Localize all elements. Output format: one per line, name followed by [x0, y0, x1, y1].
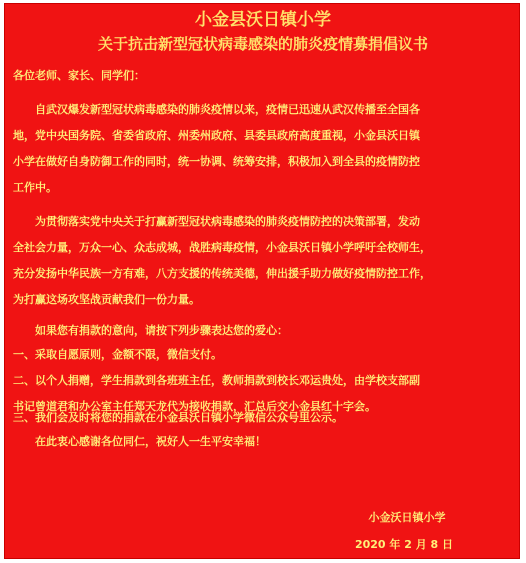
greeting — [13, 63, 515, 89]
step-text: 三、我们会及时将您的捐款在小金县沃日镇小学微信公众号里公示。 — [13, 411, 343, 424]
paragraph-line: 充分发扬中华民族一方有难，八方支援的传统美德，伸出援手助力做好疫情防控工作， — [13, 267, 431, 280]
signature-date: 2020 年 2 月 8 日 — [354, 538, 454, 551]
paragraph-intro — [13, 97, 515, 201]
paragraph-line: 地，党中央国务院、省委省政府、州委州政府、县委县政府高度重视，小金县沃日镇 — [13, 129, 420, 142]
donation-notice — [4, 3, 520, 559]
donation-intent — [13, 318, 515, 344]
paragraph-line: 自武汉爆发新型冠状病毒感染的肺炎疫情以来，疫情已迅速从武汉传播至全国各 — [35, 103, 420, 116]
greeting-text: 各位老师、家长、同学们： — [13, 69, 145, 82]
paragraph-line: 为打赢这场攻坚战贡献我们一份力量。 — [13, 293, 200, 306]
paragraph-line: 小学在做好自身防御工作的同时，统一协调、统筹安排，积极加入到全县的疫情防控 — [13, 155, 420, 168]
paragraph-line: 全社会力量，万众一心、众志成城，战胜病毒疫情，小金县沃日镇小学呼吁全校师生， — [13, 241, 431, 254]
paragraph-line: 为贯彻落实党中央关于打赢新型冠状病毒感染的肺炎疫情防控的决策部署，发动 — [35, 215, 420, 228]
paragraph-call-to-action — [13, 209, 515, 313]
step-text: 二、以个人捐赠，学生捐款到各班班主任，教师捐款到校长邓运贵处，由学校支部副 — [13, 374, 420, 387]
step-text: 书记曾道君和办公室主任郑天龙代为接收捐款，汇总后交小金县红十字会。 — [13, 400, 376, 413]
notice-title: 关于抗击新型冠状病毒感染的肺炎疫情募捐倡议书 — [97, 35, 428, 53]
step-item-3 — [13, 405, 515, 431]
step-item-1 — [13, 342, 515, 368]
paragraph-line: 工作中。 — [13, 181, 57, 194]
step-text: 一、采取自愿原则，金额不限，微信支付。 — [13, 348, 222, 361]
closing-message — [13, 429, 515, 455]
signature: 小金沃日镇小学 — [368, 511, 446, 524]
paragraph-line: 如果您有捐款的意向，请按下列步骤表达您的爱心： — [35, 324, 288, 337]
school-name: 小金县沃日镇小学 — [195, 10, 331, 30]
closing-text: 在此衷心感谢各位同仁，祝好人一生平安幸福！ — [35, 435, 266, 448]
